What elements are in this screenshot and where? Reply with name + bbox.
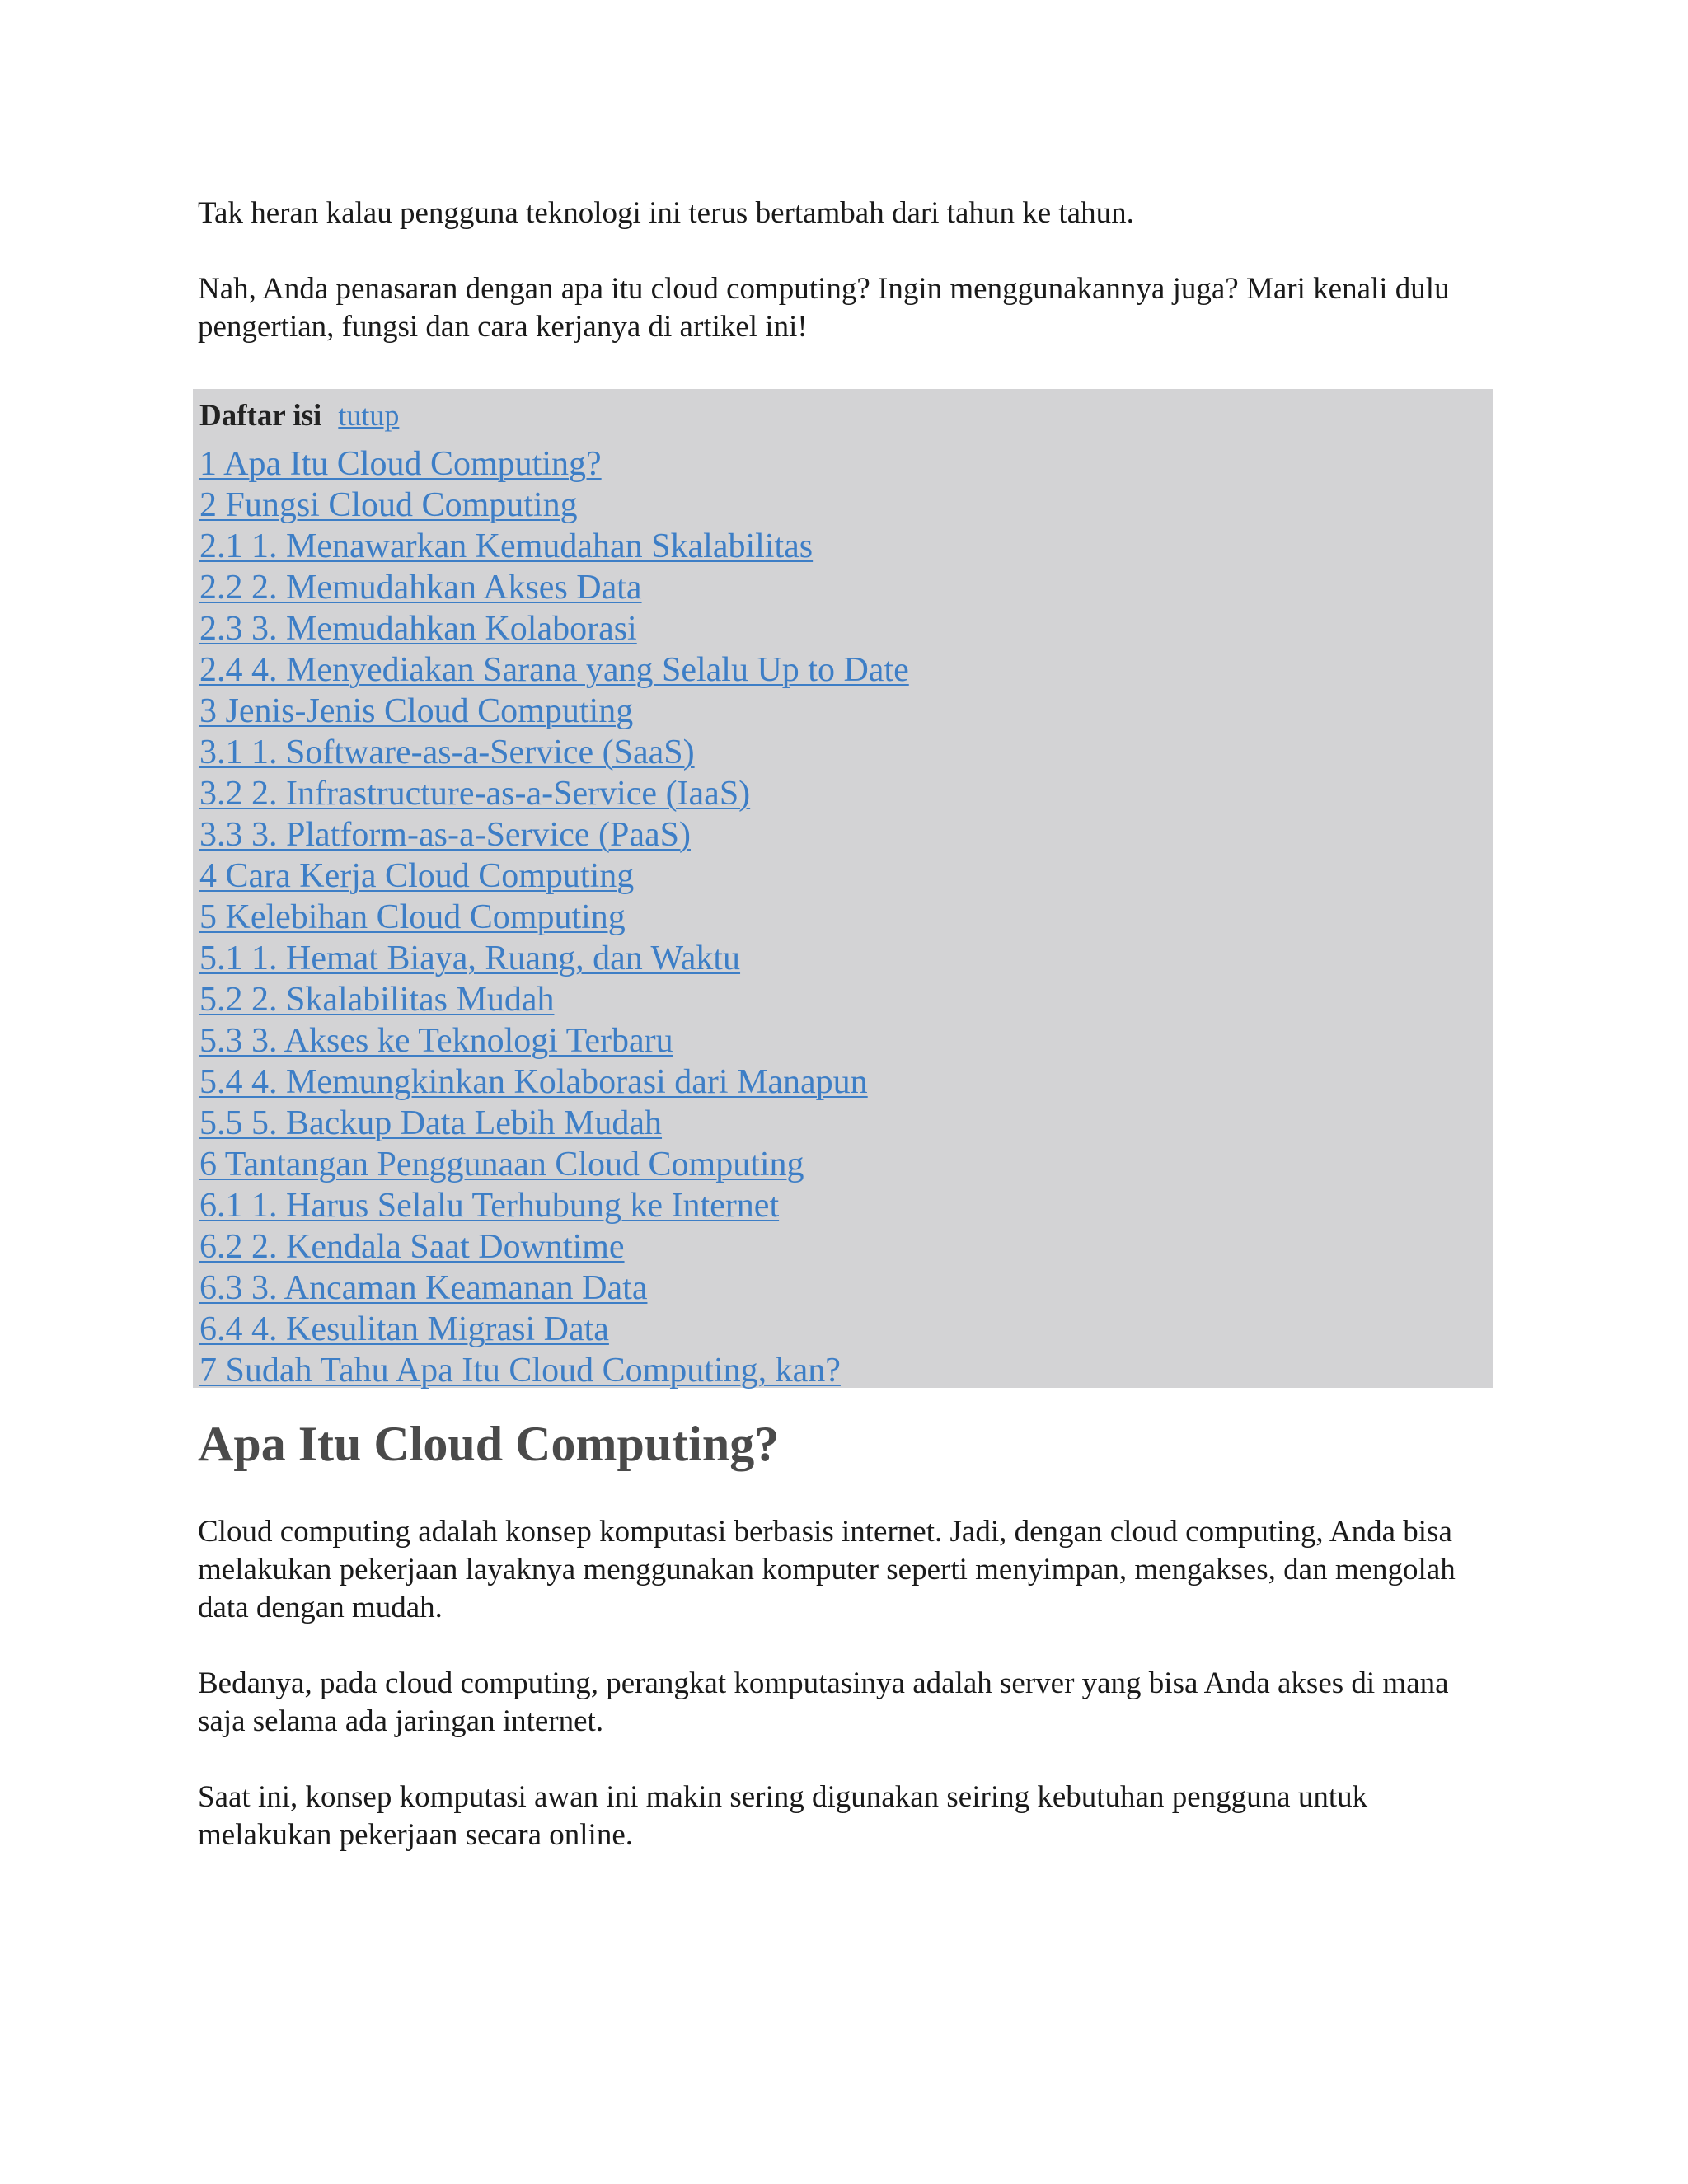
- toc-item: [199, 773, 1493, 814]
- section-body: [198, 1513, 1500, 1854]
- section-heading: Apa Itu Cloud Computing?: [198, 1417, 780, 1471]
- table-of-contents: [193, 389, 1493, 1388]
- toc-item: [199, 608, 1493, 649]
- toc-item: [199, 567, 1493, 608]
- toc-link[interactable]: 3.1 1. Software-as-a-Service (SaaS): [199, 733, 695, 771]
- toc-link[interactable]: 2.2 2. Memudahkan Akses Data: [199, 569, 642, 607]
- toc-link[interactable]: 5.4 4. Memungkinkan Kolaborasi dari Manapun: [199, 1063, 868, 1101]
- toc-item: [199, 979, 1493, 1020]
- body-paragraph: Saat ini, konsep komputasi awan ini makin sering digunakan seiring kebutuhan pengguna untuk melakukan pekerjaan secara online.: [198, 1780, 1368, 1852]
- toc-item: [199, 1103, 1493, 1144]
- toc-link[interactable]: 3.2 2. Infrastructure-as-a-Service (IaaS): [199, 775, 751, 813]
- toc-link[interactable]: 6.1 1. Harus Selalu Terhubung ke Internet: [199, 1187, 780, 1225]
- intro-paragraph: Tak heran kalau pengguna teknologi ini terus bertambah dari tahun ke tahun.: [198, 196, 1134, 230]
- toc-item: [199, 814, 1493, 855]
- toc-item: [199, 649, 1493, 691]
- toc-item: [199, 732, 1493, 773]
- toc-item: [199, 855, 1493, 897]
- toc-link[interactable]: 7 Sudah Tahu Apa Itu Cloud Computing, kan?: [199, 1352, 841, 1390]
- toc-title: Daftar isi: [199, 398, 322, 433]
- toc-item: [199, 1226, 1493, 1268]
- toc-item: [199, 1062, 1493, 1103]
- body-paragraph: Bedanya, pada cloud computing, perangkat komputasinya adalah server yang bisa Anda akses di mana saja selama ada jaringan internet.: [198, 1666, 1449, 1738]
- toc-item: [199, 1268, 1493, 1309]
- toc-list: [199, 443, 1493, 1391]
- toc-item: [199, 526, 1493, 567]
- toc-link[interactable]: 6.3 3. Ancaman Keamanan Data: [199, 1269, 648, 1307]
- toc-item: [199, 1185, 1493, 1226]
- toc-link[interactable]: 4 Cara Kerja Cloud Computing: [199, 857, 635, 895]
- toc-header: [199, 389, 1493, 442]
- toc-link[interactable]: 5.5 5. Backup Data Lebih Mudah: [199, 1104, 663, 1142]
- toc-item: [199, 691, 1493, 732]
- toc-link[interactable]: 5.3 3. Akses ke Teknologi Terbaru: [199, 1022, 673, 1060]
- toc-item: [199, 1144, 1493, 1185]
- toc-item: [199, 443, 1493, 485]
- toc-link[interactable]: 3 Jenis-Jenis Cloud Computing: [199, 692, 634, 730]
- toc-link[interactable]: 5 Kelebihan Cloud Computing: [199, 898, 626, 936]
- body-paragraph: Cloud computing adalah konsep komputasi berbasis internet. Jadi, dengan cloud computing, Anda bisa melakukan pekerjaan layaknya menggunakan komputer seperti menyimpan, mengakses, dan mengolah data dengan mudah.: [198, 1515, 1456, 1624]
- intro-text: [198, 194, 1500, 346]
- toc-link[interactable]: 6.4 4. Kesulitan Migrasi Data: [199, 1310, 609, 1348]
- toc-link[interactable]: 6.2 2. Kendala Saat Downtime: [199, 1228, 625, 1266]
- toc-link[interactable]: 3.3 3. Platform-as-a-Service (PaaS): [199, 816, 691, 854]
- toc-item: [199, 897, 1493, 938]
- toc-item: [199, 938, 1493, 979]
- intro-paragraph: Nah, Anda penasaran dengan apa itu cloud computing? Ingin menggunakannya juga? Mari kenali dulu pengertian, fungsi dan cara kerjanya di artikel ini!: [198, 272, 1450, 344]
- toc-link[interactable]: 6 Tantangan Penggunaan Cloud Computing: [199, 1146, 804, 1183]
- toc-link[interactable]: 2.4 4. Menyediakan Sarana yang Selalu Up to Date: [199, 651, 909, 689]
- toc-item: [199, 1020, 1493, 1062]
- toc-item: [199, 485, 1493, 526]
- toc-link[interactable]: 5.2 2. Skalabilitas Mudah: [199, 981, 555, 1019]
- toc-link[interactable]: 1 Apa Itu Cloud Computing?: [199, 445, 602, 483]
- toc-item: [199, 1350, 1493, 1391]
- toc-link[interactable]: 2.3 3. Memudahkan Kolaborasi: [199, 610, 637, 648]
- toc-item: [199, 1309, 1493, 1350]
- toc-link[interactable]: 2 Fungsi Cloud Computing: [199, 486, 578, 524]
- toc-toggle-link[interactable]: tutup: [338, 399, 400, 432]
- toc-link[interactable]: 2.1 1. Menawarkan Kemudahan Skalabilitas: [199, 527, 814, 565]
- toc-link[interactable]: 5.1 1. Hemat Biaya, Ruang, dan Waktu: [199, 940, 741, 977]
